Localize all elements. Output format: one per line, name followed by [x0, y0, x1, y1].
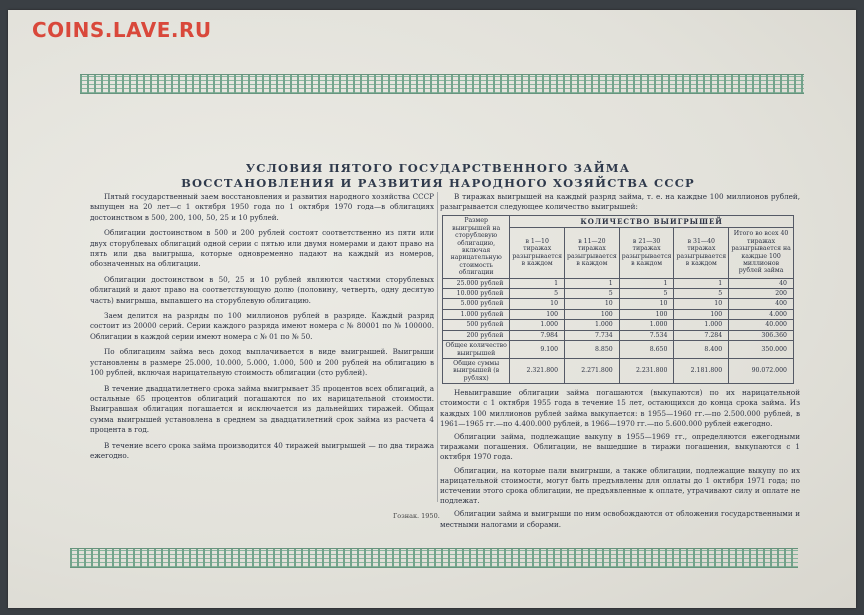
left-paragraph: Облигации достоинством в 50, 25 и 10 рублей являются частями сторублевых облигаций и дают право на соответствующую долю (половину, четверть, одну десятую часть) выигрыша, выпавшего на сторублевую облигацию.: [90, 274, 434, 305]
left-paragraph: Облигации достоинством в 500 и 200 рублей состоят соответственно из пяти или двух сторублевых облигаций одной серии с пятью или двумя номерами и дают право на пять или два выигрыша, которые одновременно падают на каждый из номеров, обозначенных на облигации.: [90, 228, 434, 269]
right-paragraph: Облигации займа и выигрыши по ним освобождаются от обложения государственными и местными налогами и сборами.: [440, 509, 800, 529]
right-paragraph: Облигации, на которые пали выигрыши, а также облигации, подлежащие выкупу по их нарицательной стоимости, могут быть предъявлены для оплаты до 1 октября 1971 года; по истечении этого срока облигации, не предъявленные к оплате, утрачивают силу и оплате не подлежат.: [440, 465, 800, 506]
document-title-line1: УСЛОВИЯ ПЯТОГО ГОСУДАРСТВЕННОГО ЗАЙМА: [245, 161, 631, 175]
right-paragraph: Облигации займа, подлежащие выкупу в 1955—1969 гг., определяются ежегодными тиражами погашения. Облигации, не вышедшие в тиражи погашения, выкупаются с 1 октября 1970 года.: [440, 431, 800, 462]
left-terms-column: [90, 192, 434, 466]
table-col-head: в 21—30 тиражах разыгрывается в каждом: [619, 227, 674, 278]
table-row: 10.000 рублей 5 5 5 5 200: [443, 289, 794, 299]
site-watermark: COINS.LAVE.RU: [32, 18, 212, 42]
column-divider: [437, 192, 438, 502]
right-terms-column: [440, 192, 800, 533]
bottom-ornament-band: [70, 548, 798, 568]
table-head-label: Размер выигрышей на сторублевую облигацию, включая нарицательную стоимость облигации: [443, 216, 510, 278]
table-row: 25.000 рублей 1 1 1 1 40: [443, 278, 794, 288]
right-intro: В тиражах выигрышей на каждый разряд займа, т. е. на каждые 100 миллионов рублей, разыгрывается следующее количество выигрышей:: [440, 192, 800, 212]
table-col-head: Итого во всех 40 тиражах разыгрывается на каждые 100 миллионов рублей займа: [729, 227, 794, 278]
top-ornament-band: [80, 74, 804, 94]
table-row: 200 рублей 7.984 7.734 7.534 7.284 306.360: [443, 330, 794, 340]
document-title-line2: ВОССТАНОВЛЕНИЯ И РАЗВИТИЯ НАРОДНОГО ХОЗЯЙСТВА СССР: [181, 176, 695, 190]
winnings-table: [442, 215, 794, 384]
right-paragraph: Невыигравшие облигации займа погашаются (выкупаются) по их нарицательной стоимости с 1 октября 1955 года в течение 15 лет, остающихся до конца срока займа. Из каждых 100 миллионов рублей займа выкупается: в 1955—1960 гг.—по 2.500.000 рублей, в 1961—1965 гг.—по 4.400.000 рублей, в 1966—1970 гг.—по 5.600.000 рублей ежегодно.: [440, 388, 800, 428]
bond-document: [8, 10, 856, 608]
left-paragraph: Заем делится на разряды по 100 миллионов рублей в разряде. Каждый разряд состоит из 20000 серий. Серии каждого разряда имеют номера с № 80001 по № 100000. Облигации в каждой серии имеют номера с № 01 по № 50.: [90, 311, 434, 341]
left-paragraph: Пятый государственный заем восстановления и развития народного хозяйства СССР выпущен на 20 лет—с 1 октября 1950 года по 1 октября 1970 года—в облигациях достоинством в 500, 200, 100, 50, 25 и 10 рублей.: [90, 192, 434, 222]
table-col-head: в 31—40 тиражах разыгрывается в каждом: [674, 227, 729, 278]
table-col-head: в 1—10 тиражах разыгрывается в каждом: [510, 227, 565, 278]
table-total-sum-row: Общие суммы выигрышей (в рублях) 2.321.800 2.271.800 2.231.800 2.181.800 90.072.000: [443, 358, 794, 383]
left-paragraph: В течение двадцатилетнего срока займа выигрывает 35 процентов всех облигаций, а остальные 65 процентов облигаций погашаются по их нарицательной стоимости. Выигравшая облигация погашается и исключается из дальнейших тиражей. Общая сумма выигрышей установлена в среднем за двадцатилетний срок займа из расчета 4 процента в год.: [90, 383, 434, 435]
table-row: 5.000 рублей 10 10 10 10 400: [443, 299, 794, 309]
printer-imprint: Гознак. 1950.: [393, 512, 440, 520]
table-head-group: КОЛИЧЕСТВО ВЫИГРЫШЕЙ: [510, 216, 794, 227]
table-row: 1.000 рублей 100 100 100 100 4.000: [443, 309, 794, 319]
table-col-head: в 11—20 тиражах разыгрывается в каждом: [565, 227, 620, 278]
left-paragraph: В течение всего срока займа производится 40 тиражей выигрышей — по два тиража ежегодно.: [90, 440, 434, 460]
table-row: 500 рублей 1.000 1.000 1.000 1.000 40.000: [443, 320, 794, 330]
left-paragraph: По облигациям займа весь доход выплачивается в виде выигрышей. Выигрыши установлены в размере 25.000, 10.000, 5.000, 1.000, 500 и 200 рублей на облигацию в 100 рублей, включая нарицательную стоимость облигации (сто рублей).: [90, 347, 434, 378]
table-total-count-row: Общее количество выигрышей 9.100 8.850 8.650 8.400 350.000: [443, 341, 794, 359]
